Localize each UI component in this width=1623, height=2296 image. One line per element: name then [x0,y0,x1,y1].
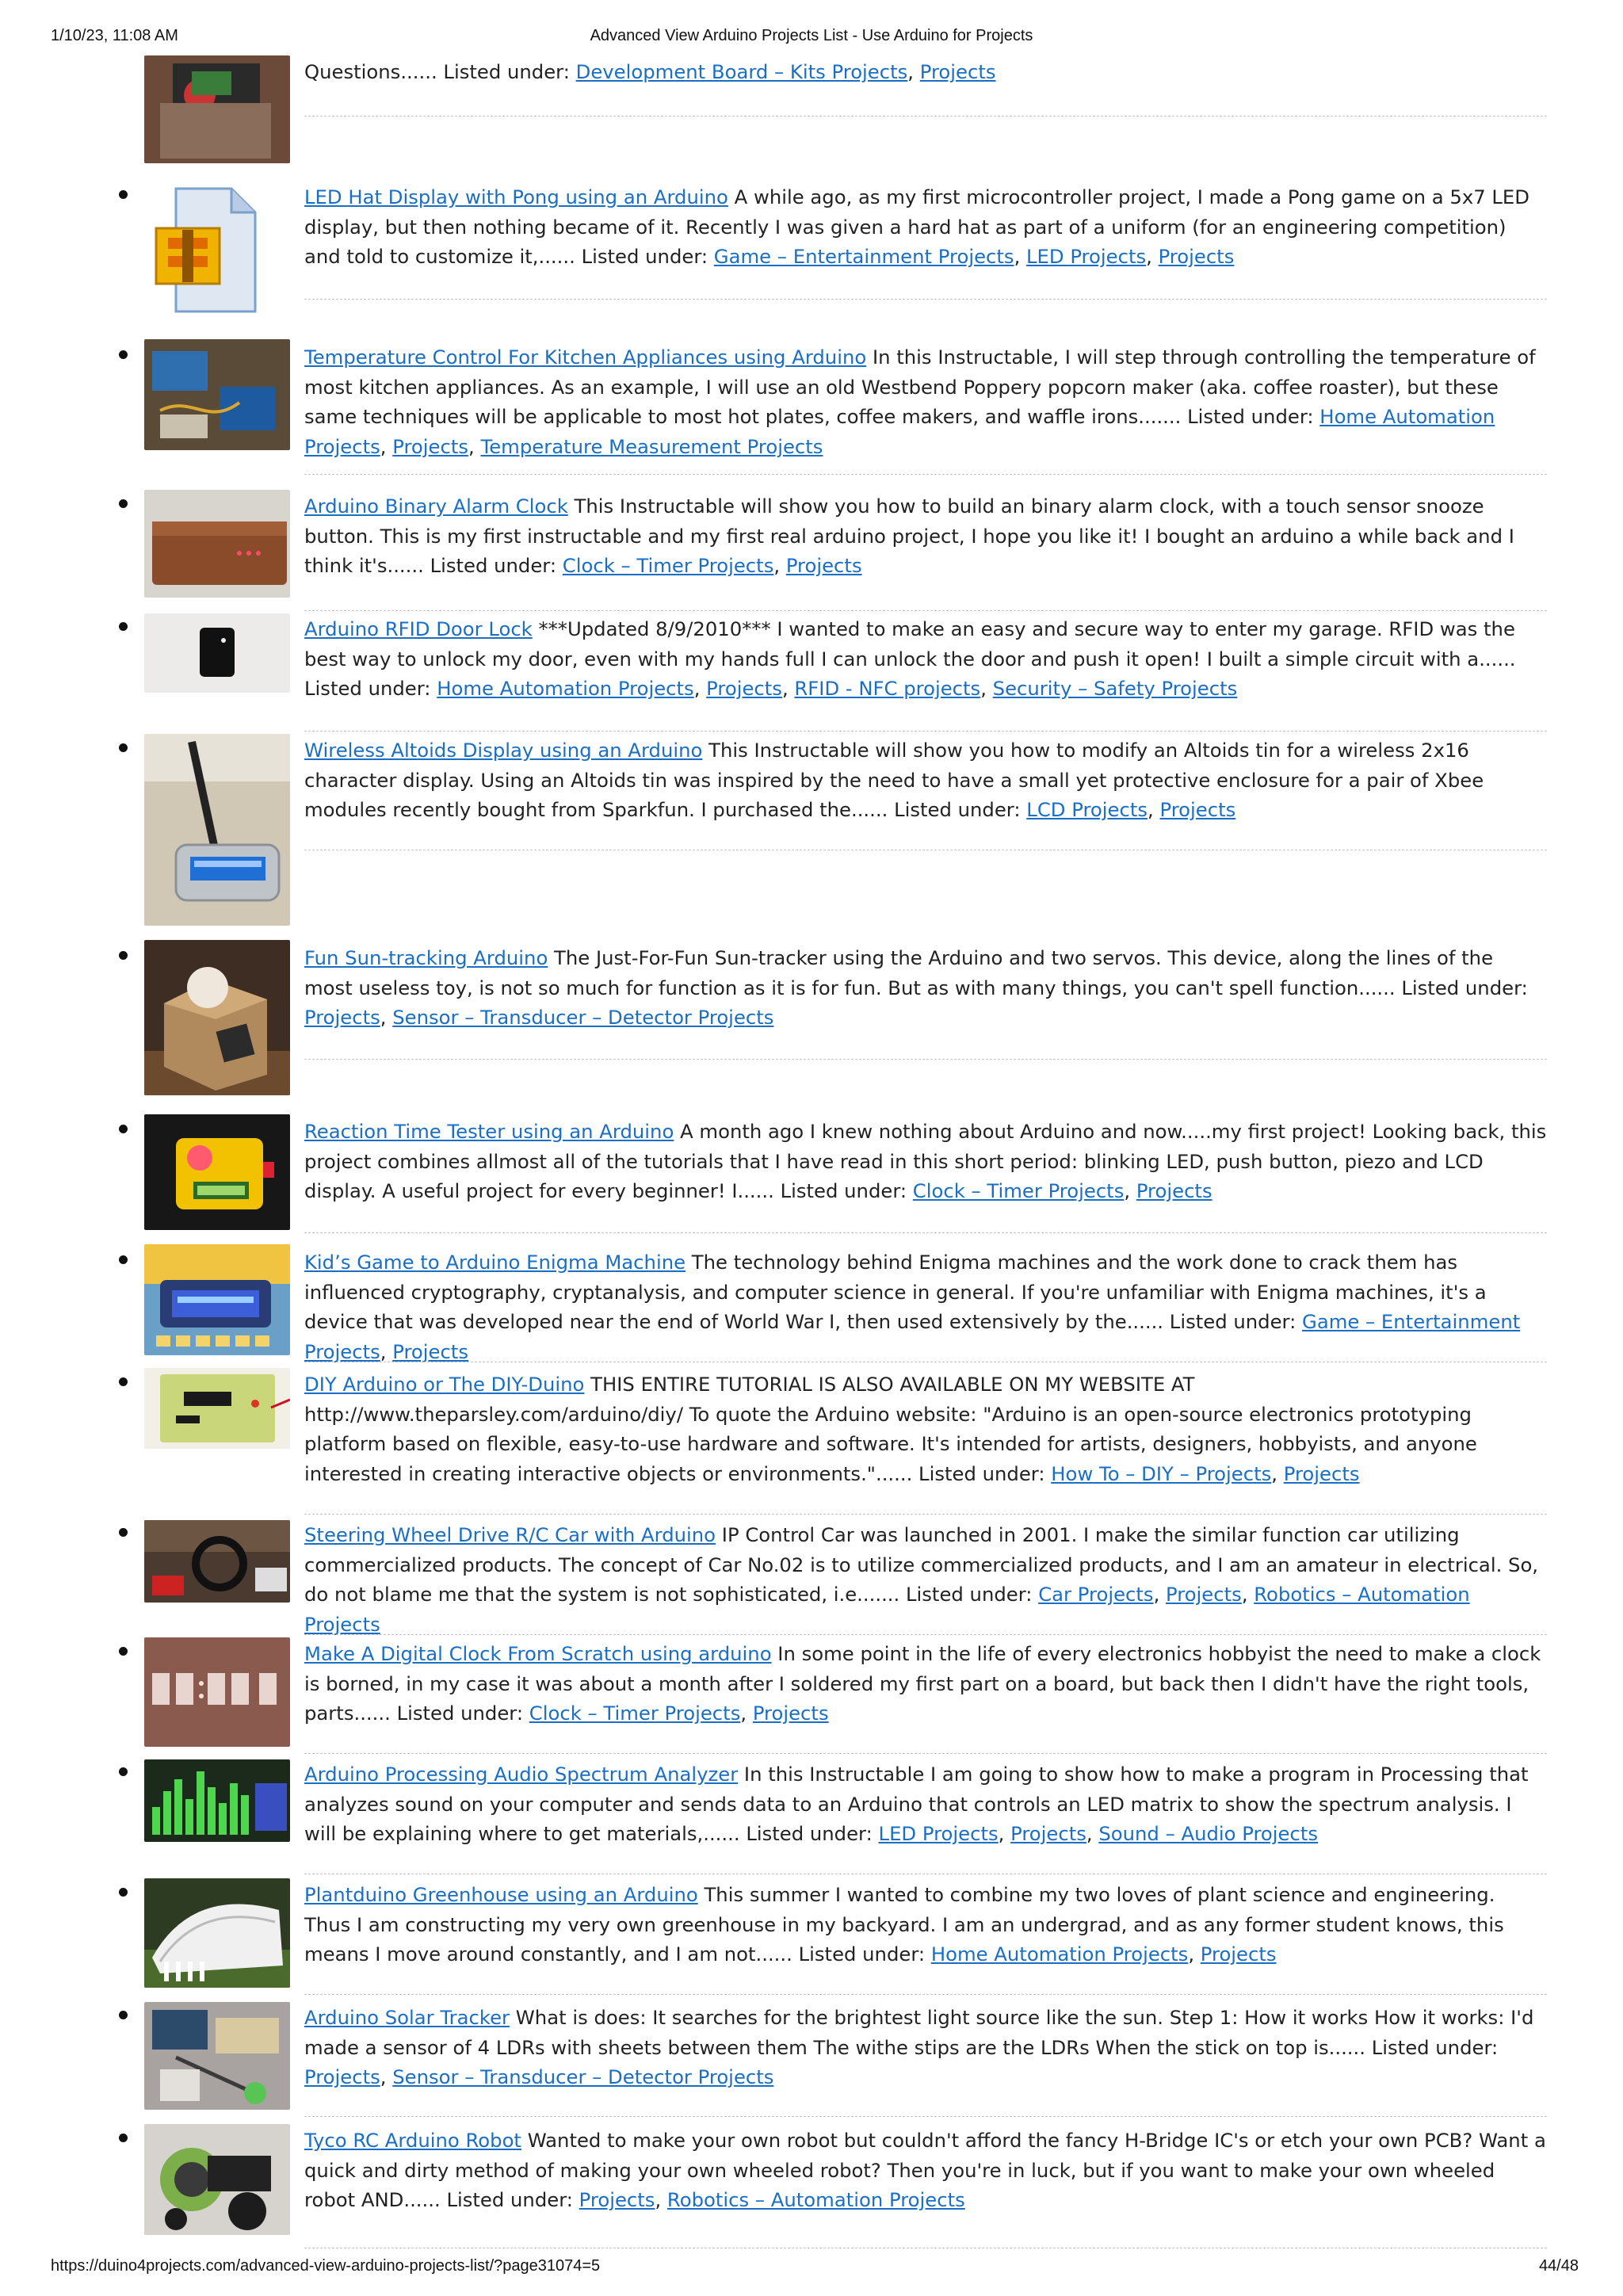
listed-under-label: Listed under: [1401,976,1528,999]
project-entry-text: Arduino Binary Alarm Clock This Instructable will show you how to build an binary alarm clock, with a touch sensor snooze button. This is my first instructable and my first real arduino project, I hope you like it! I bought an arduino a while back and I think it's...... Listed under: Clock – Timer Projects, Projects [304,495,1514,577]
category-link[interactable]: Robotics – Automation Projects [666,2188,965,2211]
category-link[interactable]: Development Board – Kits Projects [575,60,908,83]
category-link[interactable]: Projects [706,677,782,700]
project-title-link[interactable]: Fun Sun-tracking Arduino [304,946,548,969]
listed-under-label: Listed under: [1169,1310,1296,1333]
list-bullet [119,951,128,960]
project-thumbnail[interactable] [144,490,290,598]
project-description: What is does: It searches for the brightest light source like the sun. Step 1: How it works How it works: I'd made a sensor of 4 LDRs with sheets between them The withe stips are the LDRs When the stick on top is...... [304,2006,1534,2059]
project-entry-text: Reaction Time Tester using an Arduino A month ago I knew nothing about Arduino and now.....my first project! Looking back, this project combines allmost all of the tutorials that I have read in this short period: blinking LED, push button, piezo and LCD display. A useful project for every beginner! I...... Listed under: Clock – Timer Projects, Projects [304,1120,1547,1202]
category-link[interactable]: Security – Safety Projects [992,677,1238,700]
project-entry-text: Tyco RC Arduino Robot Wanted to make your own robot but couldn't afford the fancy H-Bridge IC's or etch your own PCB? Want a quick and dirty method of making your own wheeled robot? Then you're in luck, but if you want to make your own wheeled robot AND...... Listed under: Projects, Robotics – Automation Projects [304,2129,1546,2211]
project-description: The Just-For-Fun Sun-tracker using the Arduino and two servos. This device, along the lines of the most useless toy, is not so much for function as it is for fun. But as with many things, you can't spell function...... [304,946,1494,999]
project-description: Wanted to make your own robot but couldn't afford the fancy H-Bridge IC's or etch your own PCB? Want a quick and dirty method of making your own wheeled robot? Then you're in luck, but if you want to make your own wheeled robot AND...... [304,2129,1546,2211]
listed-under-label: Listed under: [581,245,708,268]
project-title-link[interactable]: LED Hat Display with Pong using an Arduino [304,185,728,208]
listed-under-label: Listed under: [446,2188,573,2211]
list-bullet [119,2011,128,2019]
project-thumbnail[interactable] [144,613,290,693]
listed-under-label: Listed under: [304,677,431,700]
project-description: Questions...... [304,60,437,83]
list-bullet [119,1125,128,1133]
print-page-number: 44/48 [1538,2257,1579,2275]
category-link[interactable]: Sensor – Transducer – Detector Projects [392,2065,774,2088]
item-separator [304,1514,1547,1515]
list-bullet [119,1647,128,1656]
project-thumbnail[interactable] [144,1368,290,1449]
project-entry-text: Questions...... Listed under: Development Board – Kits Projects, Projects [304,60,996,83]
project-description: A month ago I knew nothing about Arduino and now.....my first project! Looking back, this project combines allmost all of the tutorials that I have read in this short period: blinking LED, push button, piezo and LCD display. A useful project for every beginner! I...... [304,1120,1547,1202]
listed-under-label: Listed under: [396,1702,524,1725]
category-link[interactable]: Projects [752,1702,829,1725]
project-description: This Instructable will show you how to modify an Altoids tin for a wireless 2x16 character display. Using an Altoids tin was inspired by the need to have a small yet protective enclosure for a pair of Xbee modules recently bought from Sparkfun. I purchased the...... [304,739,1484,821]
category-link[interactable]: Projects [1166,1583,1242,1606]
project-entry-text: Wireless Altoids Display using an Arduino This Instructable will show you how to modify an Altoids tin for a wireless 2x16 character display. Using an Altoids tin was inspired by the need to have a small yet protective enclosure for a pair of Xbee modules recently bought from Sparkfun. I purchased the...... Listed under: LCD Projects, Projects [304,739,1484,821]
category-link[interactable]: Home Automation Projects [437,677,694,700]
project-title-link[interactable]: Kid’s Game to Arduino Enigma Machine [304,1251,686,1274]
category-link[interactable]: LED Projects [1026,245,1147,268]
project-thumbnail[interactable] [144,734,290,926]
project-description: In some point in the life of every electronics hobbyist the need to make a clock is borned, in my case it was about a month after I soldered my first part on a board, but back then I didn't have the right tools, parts...... [304,1642,1541,1725]
category-link[interactable]: LED Projects [878,1822,999,1845]
project-entry-text: Make A Digital Clock From Scratch using arduino In some point in the life of every electronics hobbyist the need to make a clock is borned, in my case it was about a month after I soldered my first part on a board, but back then I didn't have the right tools, parts...... Listed under: Clock – Timer Projects, Projects [304,1642,1541,1725]
listed-under-label: Listed under: [1371,2035,1499,2059]
category-link[interactable]: Projects [1136,1179,1212,1202]
listed-under-label: Listed under: [905,1583,1033,1606]
project-thumbnail[interactable] [144,1878,290,1988]
project-entry-text: Steering Wheel Drive R/C Car with Arduino IP Control Car was launched in 2001. I make the similar function car utilizing commercialized products. The concept of Car No.02 is to utilize commercialized products, and I am an amateur in electrical. So, do not blame me that the system is not sophisticated, i.e....... Listed under: Car Projects, Projects, Robotics – Automation Projects [304,1523,1539,1636]
item-separator [304,2116,1547,2117]
category-link[interactable]: Game – Entertainment Projects [713,245,1014,268]
item-separator [304,116,1547,117]
project-title-link[interactable]: Arduino Processing Audio Spectrum Analyzer [304,1763,739,1786]
category-link[interactable]: Sensor – Transducer – Detector Projects [392,1006,774,1029]
project-entry-text: Plantduino Greenhouse using an Arduino This summer I wanted to combine my two loves of plant science and engineering. Thus I am constructing my very own greenhouse in my backyard. I am an undergrad, and as any former student knows, this means I move around constantly, and I am not...... Listed under: Home Automation Projects, Projects [304,1883,1504,1966]
item-separator [304,1753,1547,1754]
category-link[interactable]: Projects [1159,798,1236,821]
list-bullet [119,1528,128,1537]
category-link[interactable]: How To – DIY – Projects [1051,1461,1272,1485]
project-thumbnail[interactable] [144,55,290,163]
list-bullet [119,350,128,359]
category-link[interactable]: Robotics – Automation Projects [304,1583,1470,1636]
project-entry-text: Arduino Processing Audio Spectrum Analyzer In this Instructable I am going to show how to make a program in Processing that analyzes sound on your computer and sends data to an Arduino that controls an LED matrix to show the spectrum analysis. I will be explaining where to get materials,...... Listed under: LED Projects, Projects, Sound – Audio Projects [304,1763,1529,1845]
project-thumbnail[interactable] [144,339,290,450]
project-description: This summer I wanted to combine my two loves of plant science and engineering. Thus I am constructing my very own greenhouse in my backyard. I am an undergrad, and as any former student knows, this means I move around constantly, and I am not...... [304,1883,1504,1966]
list-bullet [119,1888,128,1897]
project-title-link[interactable]: Steering Wheel Drive R/C Car with Arduino [304,1523,716,1546]
category-link[interactable]: Sound – Audio Projects [1098,1822,1319,1845]
project-thumbnail[interactable] [144,1244,290,1355]
project-thumbnail[interactable] [144,1114,290,1230]
list-bullet [119,2134,128,2142]
item-separator [304,1059,1547,1060]
category-link[interactable]: LCD Projects [1026,798,1148,821]
project-entry-text: Arduino Solar Tracker What is does: It searches for the brightest light source like the sun. Step 1: How it works How it works: I'd made a sensor of 4 LDRs with sheets between them The withe stips are the LDRs When the stick on top is...... Listed under: Projects, Sensor – Transducer – Detector Projects [304,2006,1534,2088]
listed-under-label: Listed under: [746,1822,873,1845]
listed-under-label: Listed under: [798,1943,926,1966]
project-thumbnail[interactable] [144,1520,290,1603]
project-title-link[interactable]: DIY Arduino or The DIY-Duino [304,1373,585,1396]
item-separator [304,1232,1547,1233]
project-description: In this Instructable I am going to show how to make a program in Processing that analyzes sound on your computer and sends data to an Arduino that controls an LED matrix to show the spectrum analysis. I will be explaining where to get materials,...... [304,1763,1529,1845]
category-link[interactable]: Car Projects [1038,1583,1154,1606]
category-link[interactable]: Clock – Timer Projects [912,1179,1125,1202]
item-separator [304,299,1547,300]
item-separator [304,731,1547,732]
project-entry-text: LED Hat Display with Pong using an Arduino A while ago, as my first microcontroller project, I made a Pong game on a 5x7 LED display, but then nothing became of it. Recently I was given a hard hat as part of a uniform (for an engineering competition) and told to customize it,...... Listed under: Game – Entertainment Projects, LED Projects, Projects [304,185,1529,268]
category-link[interactable]: Projects [304,2065,380,2088]
category-link[interactable]: Projects [304,1006,380,1029]
project-entry-text: Kid’s Game to Arduino Enigma Machine The technology behind Enigma machines and the work done to crack them has influenced cryptography, cryptanalysis, and computer science in general. If you're unfamiliar with Enigma machines, it's a device that was developed near the end of World War I, then used extensively by the...... Listed under: Game – Entertainment Projects, Projects [304,1251,1521,1363]
category-link[interactable]: Home Automation Projects [930,1943,1189,1966]
project-description: THIS ENTIRE TUTORIAL IS ALSO AVAILABLE ON MY WEBSITE AT http://www.theparsley.com/arduino/diy/ To quote the Arduino website: "Arduino is an open-source electronics prototyping platform based on flexible, easy-to-use hardware and software. It's intended for artists, designers, hobbyists, and anyone interested in creating interactive objects or environments."...... [304,1373,1477,1485]
category-link[interactable]: Clock – Timer Projects [562,554,774,577]
project-title-link[interactable]: Arduino Solar Tracker [304,2006,510,2029]
item-separator [304,474,1547,475]
category-link[interactable]: Game – Entertainment Projects [304,1310,1521,1363]
category-link[interactable]: Home Automation Projects [304,405,1495,458]
category-link[interactable]: Projects [785,554,862,577]
item-separator [304,610,1547,611]
project-description: The technology behind Enigma machines and the work done to crack them has influenced cryptography, cryptanalysis, and computer science in general. If you're unfamiliar with Enigma machines, it's a device that was developed near the end of World War I, then used extensively by the...... [304,1251,1487,1333]
listed-under-label: Listed under: [430,554,557,577]
project-entry-text: Arduino RFID Door Lock ***Updated 8/9/2010*** I wanted to make an easy and secure way to enter my garage. RFID was the best way to unlock my door, even with my hands full I can unlock the door and push it open! I built a simple circuit with a...... Listed under: Home Automation Projects, Projects, RFID - NFC projects, Security – Safety Projects [304,617,1516,700]
project-description: ***Updated 8/9/2010*** I wanted to make an easy and secure way to enter my garage. RFID was the best way to unlock my door, even with my hands full I can unlock the door and push it open! I built a simple circuit with a...... [304,617,1516,670]
category-link[interactable]: Clock – Timer Projects [529,1702,741,1725]
print-page-title: Advanced View Arduino Projects List - Use Arduino for Projects [590,27,1033,44]
category-link[interactable]: RFID - NFC projects [794,677,981,700]
project-thumbnail[interactable] [144,181,290,322]
project-thumbnail[interactable] [144,1759,290,1842]
project-title-link[interactable]: Reaction Time Tester using an Arduino [304,1120,674,1143]
list-bullet [119,622,128,631]
project-entry-text: Temperature Control For Kitchen Appliances using Arduino In this Instructable, I will step through controlling the temperature of most kitchen appliances. As an example, I will use an old Westbend Poppery popcorn maker (aka. coffee roaster), but these same techniques will be applicable to most hot plates, coffee makers, and waffle irons....... Listed under: Home Automation Projects, Projects, Temperature Measurement Projects [304,346,1536,458]
list-bullet [119,1255,128,1264]
category-link[interactable]: Projects [919,60,996,83]
category-link[interactable]: Temperature Measurement Projects [480,434,823,458]
listed-under-label: Listed under: [443,60,570,83]
project-thumbnail[interactable] [144,2002,290,2110]
print-url: https://duino4projects.com/advanced-view-arduino-projects-list/?page31074=5 [51,2257,601,2275]
list-bullet [119,499,128,508]
project-entry-text: Fun Sun-tracking Arduino The Just-For-Fun Sun-tracker using the Arduino and two servos. This device, along the lines of the most useless toy, is not so much for function as it is for fun. But as with many things, you can't spell function...... Listed under: Projects, Sensor – Transducer – Detector Projects [304,946,1528,1029]
project-thumbnail[interactable] [144,2124,290,2235]
list-bullet [119,1377,128,1386]
project-title-link[interactable]: Plantduino Greenhouse using an Arduino [304,1883,698,1906]
project-title-link[interactable]: Arduino RFID Door Lock [304,617,533,640]
project-description: In this Instructable, I will step through controlling the temperature of most kitchen appliances. As an example, I will use an old Westbend Poppery popcorn maker (aka. coffee roaster), but these same techniques will be applicable to most hot plates, coffee makers, and waffle irons....... [304,346,1536,428]
category-link[interactable]: Projects [392,1339,469,1363]
listed-under-label: Listed under: [780,1179,907,1202]
listed-under-label: Listed under: [1187,405,1314,428]
project-entry-text: DIY Arduino or The DIY-Duino THIS ENTIRE TUTORIAL IS ALSO AVAILABLE ON MY WEBSITE AT http://www.theparsley.com/arduino/diy/ To quote the Arduino website: "Arduino is an open-source electronics prototyping platform based on flexible, easy-to-use hardware and software. It's intended for artists, designers, hobbyists, and anyone interested in creating interactive objects or environments."...... Listed under: How To – DIY – Projects, Projects [304,1373,1477,1485]
item-separator [304,1634,1547,1635]
project-description: A while ago, as my first microcontroller project, I made a Pong game on a 5x7 LED display, but then nothing became of it. Recently I was given a hard hat as part of a uniform (for an engineering competition) and told to customize it,...... [304,185,1529,268]
project-thumbnail[interactable] [144,940,290,1095]
item-separator [304,1994,1547,1995]
project-title-link[interactable]: Arduino Binary Alarm Clock [304,495,568,518]
list-bullet [119,1767,128,1776]
list-bullet [119,190,128,199]
listed-under-label: Listed under: [894,798,1021,821]
category-link[interactable]: Projects [1283,1461,1360,1485]
project-description: This Instructable will show you how to build an binary alarm clock, with a touch sensor snooze button. This is my first instructable and my first real arduino project, I hope you like it! I bought an arduino a while back and I think it's...... [304,495,1514,577]
category-link[interactable]: Projects [579,2188,655,2211]
list-bullet [119,743,128,752]
project-title-link[interactable]: Tyco RC Arduino Robot [304,2129,521,2152]
category-link[interactable]: Projects [1200,1943,1277,1966]
print-datetime: 1/10/23, 11:08 AM [51,27,178,44]
category-link[interactable]: Projects [1158,245,1235,268]
category-link[interactable]: Projects [392,434,469,458]
category-link[interactable]: Projects [1010,1822,1086,1845]
project-title-link[interactable]: Make A Digital Clock From Scratch using arduino [304,1642,772,1665]
project-thumbnail[interactable] [144,1637,290,1747]
project-description: IP Control Car was launched in 2001. I make the similar function car utilizing commercialized products. The concept of Car No.02 is to utilize commercialized products, and I am an amateur in electrical. So, do not blame me that the system is not sophisticated, i.e....... [304,1523,1539,1606]
print-footer [0,2257,1623,2289]
project-title-link[interactable]: Temperature Control For Kitchen Appliances using Arduino [304,346,867,369]
listed-under-label: Listed under: [918,1461,1045,1485]
project-title-link[interactable]: Wireless Altoids Display using an Arduino [304,739,703,762]
